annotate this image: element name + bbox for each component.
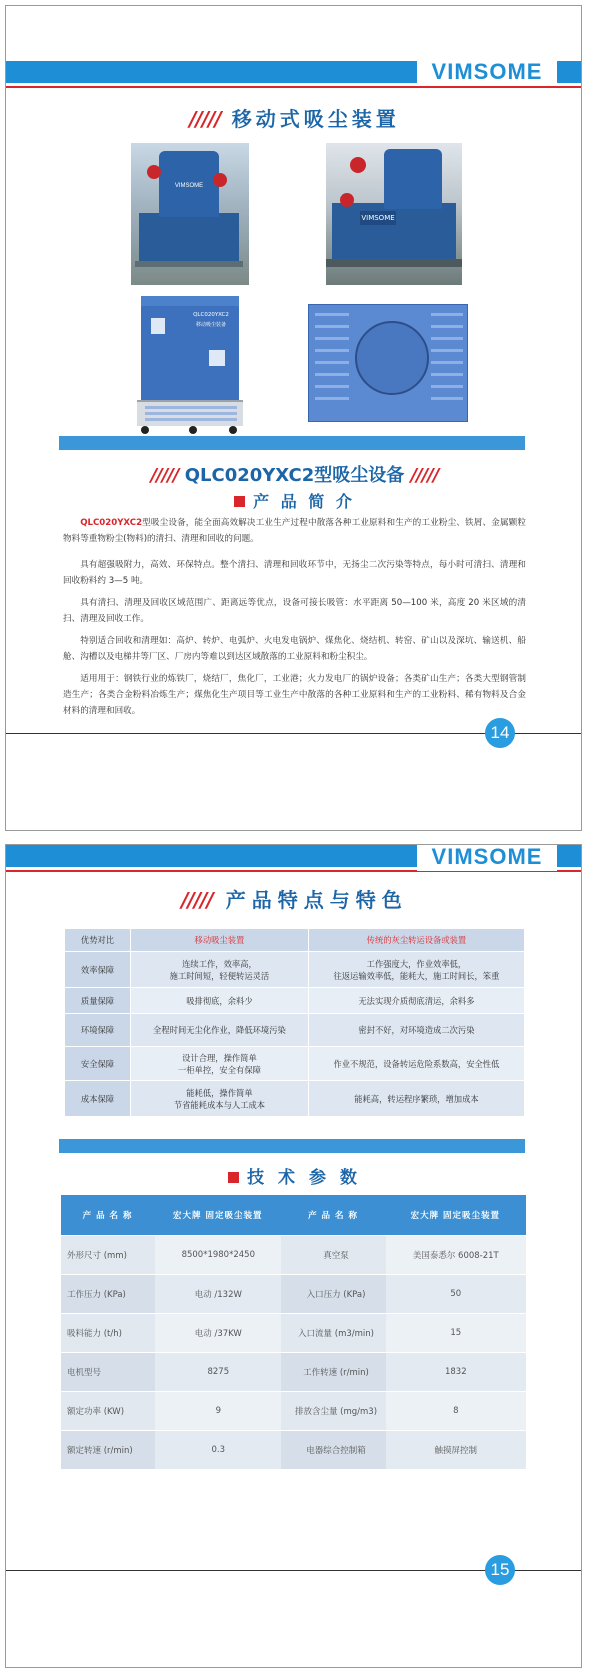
spec-header-cell: 产 品 名 称 (281, 1195, 385, 1236)
catalog-page-14 (5, 5, 582, 831)
photo-label: QLC020YXC2 (193, 312, 229, 318)
comparison-header-cell: 优势对比 (65, 929, 131, 952)
spec-key: 入口流量 (m3/min) (281, 1314, 385, 1353)
spec-row (61, 1275, 526, 1314)
comparison-label: 效率保障 (65, 952, 131, 988)
intro-paragraph-2: 具有清扫、清理及回收区域范围广、距离远等优点，设备可接长吸管：水平距离 50—100 米，高度 20 米区域的清扫、清理及回收工作。 (63, 598, 526, 624)
spec-value: 8 (386, 1392, 526, 1431)
spec-header-row (61, 1195, 526, 1236)
comparison-mobile-value: 设计合理，操作简单 一柜单控，安全有保障 (131, 1047, 309, 1081)
spec-key: 额定功率 (KW) (61, 1392, 155, 1431)
red-square-bullet (234, 496, 245, 507)
comparison-mobile-value: 连续工作，效率高， 施工时间短，轻便转运灵活 (131, 952, 309, 988)
intro-paragraph-3: 特别适合回收和清理如：高炉、转炉、电弧炉、火电发电锅炉、煤焦化、烧结机、转窑、矿山以及深坑、输送机、船舱、沟槽以及电梯井等厂区、厂房内等难以到达区域散落的工业原料和粉尘积尘。 (63, 636, 526, 662)
spec-key: 吸料能力 (t/h) (61, 1314, 155, 1353)
comparison-label: 安全保障 (65, 1047, 131, 1081)
title-slashes-left: ///// (150, 465, 179, 486)
spec-key: 电机型号 (61, 1353, 155, 1392)
spec-row (61, 1431, 526, 1470)
spec-row (61, 1314, 526, 1353)
comparison-mobile-value: 吸排彻底，余料少 (131, 988, 309, 1014)
spec-key: 外形尺寸 (mm) (61, 1236, 155, 1275)
spec-key: 入口压力 (KPa) (281, 1275, 385, 1314)
photo-caption: 移动吸尘装备 (195, 322, 226, 328)
heading-text: 产品特点与特色 (225, 888, 408, 912)
spec-value: 0.3 (155, 1431, 281, 1470)
product-title-text: QLC020YXC2型吸尘设备 (184, 465, 405, 486)
spec-section-label: 技 术 参 数 (247, 1168, 361, 1188)
spec-header-cell: 宏大牌 固定吸尘装置 (155, 1195, 281, 1236)
page-heading (6, 103, 582, 132)
section-stripe (59, 1139, 525, 1153)
spec-value: 电动 /37KW (155, 1314, 281, 1353)
page-number-badge: 15 (485, 1555, 515, 1585)
brand-logo: VIMSOME (417, 844, 557, 871)
spec-header-cell: 产 品 名 称 (61, 1195, 155, 1236)
comparison-row (65, 1081, 525, 1117)
comparison-traditional-value: 密封不好，对环境造成二次污染 (308, 1014, 524, 1047)
spec-key: 额定转速 (r/min) (61, 1431, 155, 1470)
spec-key: 电器综合控制箱 (281, 1431, 385, 1470)
comparison-header-cell: 移动吸尘装置 (131, 929, 309, 952)
product-title (6, 461, 582, 487)
header-red-line (6, 86, 582, 88)
comparison-traditional-value: 作业不规范，设备转运危险系数高，安全性低 (308, 1047, 524, 1081)
comparison-label: 成本保障 (65, 1081, 131, 1117)
comparison-header-cell: 传统的灰尘转运设备或装置 (308, 929, 524, 952)
comparison-mobile-value: 全程时间无尘化作业，降低环境污染 (131, 1014, 309, 1047)
photo-label: VIMSOME (174, 183, 204, 189)
spec-value: 15 (386, 1314, 526, 1353)
spec-value: 8275 (155, 1353, 281, 1392)
spec-key: 工作转速 (r/min) (281, 1353, 385, 1392)
red-square-bullet (228, 1172, 239, 1183)
spec-value: 电动 /132W (155, 1275, 281, 1314)
spec-row (61, 1236, 526, 1275)
intro-paragraph-1: 具有超强吸附力，高效、环保特点。整个清扫、清理和回收环节中，无扬尘二次污染等特点，每小时可清扫、清理和回收粉料约 3—5 吨。 (63, 560, 526, 586)
product-photo-front (131, 143, 249, 285)
spec-header-cell: 宏大牌 固定吸尘装置 (386, 1195, 526, 1236)
photo-label: VIMSOME (360, 211, 396, 225)
spec-value: 1832 (386, 1353, 526, 1392)
heading-slashes: ///// (189, 107, 221, 131)
intro-section-title (6, 489, 582, 512)
product-photo-top-view (308, 304, 468, 422)
comparison-traditional-value: 工作强度大，作业效率低， 往返运输效率低，能耗大，施工时间长，笨重 (308, 952, 524, 988)
spec-row (61, 1392, 526, 1431)
spec-value: 9 (155, 1392, 281, 1431)
page-heading (6, 884, 582, 913)
comparison-row (65, 988, 525, 1014)
intro-text: 型吸尘设备，能全面高效解决工业生产过程中散落各种工业原料和生产的工业粉尘、铁屑、金属颗粒物料等重物粉尘(物料)的清扫、清理和回收的问题。 (63, 518, 526, 544)
comparison-traditional-value: 能耗高，转运程序繁琐，增加成本 (308, 1081, 524, 1117)
spec-section-title (6, 1163, 582, 1188)
intro-paragraph-0 (63, 515, 526, 547)
intro-paragraph-4: 适用用于：钢铁行业的炼铁厂，烧结厂，焦化厂，工业港；火力发电厂的锅炉设备；各类矿山生产；各类大型钢管制造生产；各类合金粉料冶炼生产；煤焦化生产项目等工业生产中散落的各种工业原料和生产的工业粉料、稀有物料及合金材料的清理和回收。 (63, 674, 526, 716)
catalog-page-15 (5, 844, 582, 1668)
spec-value: 50 (386, 1275, 526, 1314)
spec-key: 工作压力 (KPa) (61, 1275, 155, 1314)
comparison-header-row (65, 929, 525, 952)
comparison-traditional-value: 无法实现介质彻底清运，余料多 (308, 988, 524, 1014)
title-slashes-right: ///// (410, 465, 439, 486)
brand-logo: VIMSOME (417, 58, 557, 86)
comparison-label: 质量保障 (65, 988, 131, 1014)
heading-slashes: ///// (181, 888, 213, 912)
comparison-row (65, 1047, 525, 1081)
comparison-row (65, 952, 525, 988)
spec-table (61, 1195, 526, 1470)
comparison-mobile-value: 能耗低，操作简单 节省能耗成本与人工成本 (131, 1081, 309, 1117)
product-photo-side (326, 143, 462, 285)
spec-key: 真空泵 (281, 1236, 385, 1275)
product-photo-mobile-cabinet (131, 296, 249, 436)
spec-row (61, 1353, 526, 1392)
comparison-label: 环境保障 (65, 1014, 131, 1047)
spec-value: 美国泰悉尔 6008-21T (386, 1236, 526, 1275)
heading-text: 移动式吸尘装置 (231, 107, 400, 131)
intro-section-label: 产 品 简 介 (253, 492, 355, 511)
comparison-table (64, 928, 525, 1117)
spec-key: 排放含尘量 (mg/m3) (281, 1392, 385, 1431)
page-number-badge: 14 (485, 718, 515, 748)
section-stripe (59, 436, 525, 450)
intro-model-name: QLC020YXC2 (80, 518, 143, 528)
spec-value: 8500*1980*2450 (155, 1236, 281, 1275)
comparison-row (65, 1014, 525, 1047)
spec-value: 触摸屏控制 (386, 1431, 526, 1470)
